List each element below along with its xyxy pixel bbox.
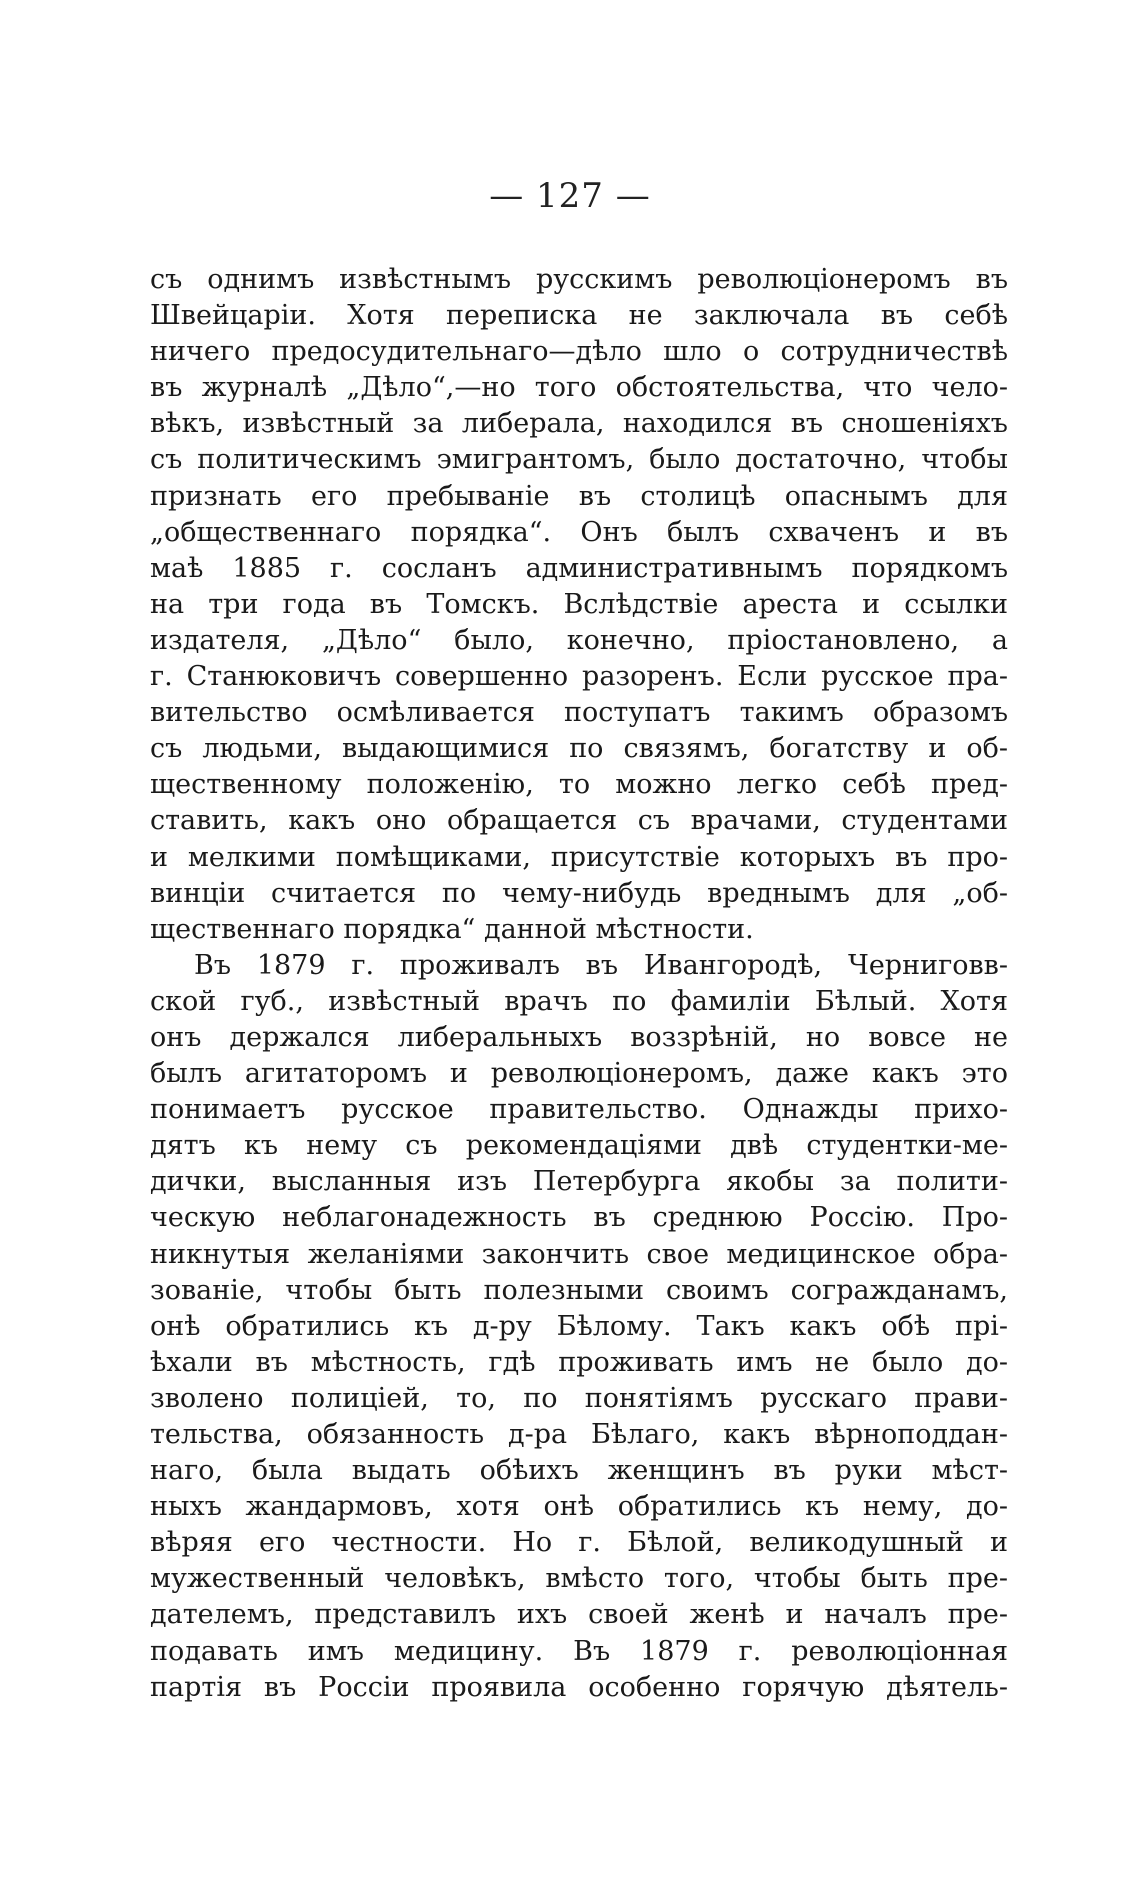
text-line: онъ держался либеральныхъ воззрѣній, но вовсе не [150, 1021, 1008, 1053]
text-line: ныхъ жандармовъ, хотя онѣ обратились къ нему, до- [150, 1491, 1008, 1523]
text-line: ничего предосудительнаго—дѣло шло о сотрудничествѣ [150, 336, 1008, 368]
text-line: „общественнаго порядка“. Онъ былъ схваченъ и въ [150, 516, 1008, 548]
text-line: понимаетъ русское правительство. Однажды прихо- [150, 1094, 1008, 1126]
text-line: онѣ обратились къ д-ру Бѣлому. Такъ какъ обѣ прі- [150, 1310, 1008, 1342]
text-line: наго, была выдать обѣихъ женщинъ въ руки мѣст- [150, 1455, 1008, 1487]
text-line: вѣряя его честности. Но г. Бѣлой, великодушный и [150, 1527, 1008, 1559]
body-text [150, 262, 1008, 1706]
text-line: вѣкъ, извѣстный за либерала, находился въ сношеніяхъ [150, 408, 1008, 440]
text-line: Въ 1879 г. проживалъ въ Ивангородѣ, Черниговв- [194, 949, 1008, 981]
text-line: ставить, какъ оно обращается съ врачами, студентами [150, 805, 1008, 837]
text-line: дятъ къ нему съ рекомендаціями двѣ студентки-ме- [150, 1130, 1008, 1162]
text-line: дички, высланныя изъ Петербурга якобы за полити- [150, 1166, 1008, 1198]
text-line: съ людьми, выдающимися по связямъ, богатству и об- [150, 733, 1008, 765]
text-line: съ однимъ извѣстнымъ русскимъ революціонеромъ въ [150, 264, 1008, 295]
text-line: былъ агитаторомъ и революціонеромъ, даже какъ это [150, 1058, 1008, 1090]
text-line: Швейцаріи. Хотя переписка не заключала въ себѣ [150, 300, 1008, 332]
text-line: щественнаго порядка“ данной мѣстности. [150, 913, 754, 945]
text-line: зволено полиціей, то, по понятіямъ русскаго прави- [150, 1382, 1008, 1414]
text-line: и мелкими помѣщиками, присутствіе которыхъ въ про- [150, 841, 1008, 873]
text-line: съ политическимъ эмигрантомъ, было достаточно, чтобы [150, 444, 1008, 476]
text-line: ѣхали въ мѣстность, гдѣ проживать имъ не было до- [150, 1346, 1008, 1378]
text-line: никнутыя желаніями закончить свое медицинское обра- [150, 1238, 1008, 1270]
text-line: маѣ 1885 г. сосланъ административнымъ порядкомъ [150, 552, 1008, 584]
text-line: ской губ., извѣстный врачъ по фамиліи Бѣлый. Хотя [150, 985, 1008, 1017]
text-line: тельства, обязанность д-ра Бѣлаго, какъ вѣрноподдан- [150, 1419, 1008, 1450]
text-line: признать его пребываніе въ столицѣ опаснымъ для [150, 480, 1008, 512]
text-line: на три года въ Томскъ. Вслѣдствіе ареста и ссылки [150, 588, 1008, 620]
text-line: г. Станюковичъ совершенно разоренъ. Если русское пра- [150, 661, 1008, 693]
text-line: мужественный человѣкъ, вмѣсто того, чтобы быть пре- [150, 1563, 1008, 1595]
text-line: издателя, „Дѣло“ было, конечно, пріостановлено, а [150, 624, 1008, 656]
text-line: щественному положенію, то можно легко себѣ пред- [150, 769, 1008, 801]
text-line: подавать имъ медицину. Въ 1879 г. революціонная [150, 1635, 1008, 1667]
text-line: вительство осмѣливается поступатъ такимъ образомъ [150, 697, 1008, 729]
text-line: зованіе, чтобы быть полезными своимъ согражданамъ, [150, 1274, 1008, 1306]
text-line: ческую неблагонадежность въ среднюю Россію. Про- [150, 1202, 1008, 1234]
text-line: партія въ Россіи проявила особенно горячую дѣятель- [150, 1671, 1008, 1703]
text-line: винціи считается по чему-нибудь вреднымъ для „об- [150, 877, 1008, 909]
text-line: дателемъ, представилъ ихъ своей женѣ и началъ пре- [150, 1599, 1008, 1631]
text-line: въ журналѣ „Дѣло“,—но того обстоятельства, что чело- [150, 372, 1008, 404]
page-number: — 127 — [489, 176, 651, 216]
